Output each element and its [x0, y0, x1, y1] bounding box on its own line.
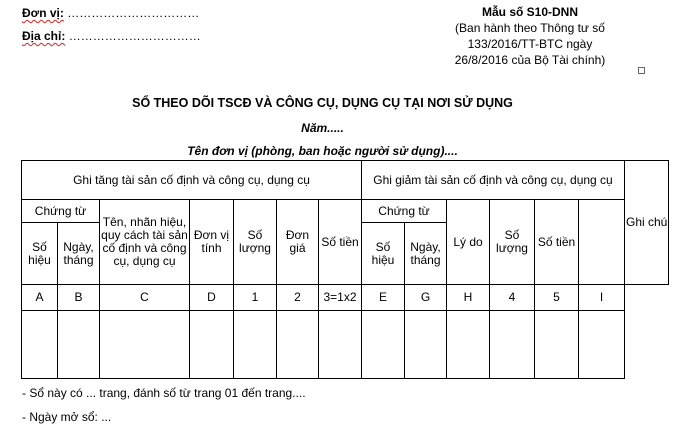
- unit-label: Đơn vị:: [22, 6, 64, 20]
- address-line: [22, 29, 201, 43]
- empty-cell[interactable]: [405, 311, 447, 379]
- form-code: Mẫu số S10-DNN: [481, 5, 579, 19]
- unit-value: ……………………………: [67, 6, 200, 20]
- empty-cell[interactable]: [277, 311, 319, 379]
- code-cell: I: [579, 285, 625, 311]
- code-cell: B: [58, 285, 100, 311]
- asset-tracking-table: [21, 160, 669, 379]
- header-quantity-increase: Số lượng: [234, 200, 277, 285]
- header-decrease-group: Ghi giảm tài sản cố định và công cụ, dụng cụ: [362, 161, 625, 200]
- header-voucher-date: Ngày, tháng: [405, 223, 447, 285]
- header-voucher-increase: Chứng từ: [22, 200, 100, 223]
- code-cell: 4: [490, 285, 535, 311]
- header-voucher-no: Số hiệu: [22, 223, 58, 285]
- address-value: ……………………………: [68, 29, 201, 43]
- year-line: Năm.....: [301, 121, 344, 135]
- form-issued-line: 26/8/2016 của Bộ Tài chính): [454, 53, 606, 67]
- code-cell: C: [100, 285, 190, 311]
- header-voucher-decrease: Chứng từ: [362, 200, 447, 223]
- table-row: [22, 311, 669, 379]
- empty-cell[interactable]: [535, 311, 579, 379]
- empty-cell[interactable]: [319, 311, 362, 379]
- code-cell: 5: [535, 285, 579, 311]
- header-asset-name: Tên, nhãn hiệu, quy cách tài sản cố định và công cụ, dụng cụ: [100, 200, 190, 285]
- empty-cell[interactable]: [234, 311, 277, 379]
- form-code-block: [430, 4, 630, 68]
- code-cell: D: [190, 285, 234, 311]
- empty-cell[interactable]: [58, 311, 100, 379]
- form-issued-line: (Ban hành theo Thông tư số: [455, 21, 605, 35]
- header-reason: Lý do: [447, 200, 490, 285]
- empty-cell[interactable]: [579, 311, 625, 379]
- code-cell: G: [405, 285, 447, 311]
- code-cell: 2: [277, 285, 319, 311]
- code-cell: H: [447, 285, 490, 311]
- unit-line: [22, 6, 199, 20]
- empty-cell[interactable]: [362, 311, 405, 379]
- anchor-marker-icon: [638, 67, 645, 74]
- code-cell: A: [22, 285, 58, 311]
- header-notes: Ghi chú: [625, 161, 669, 285]
- header-amount-decrease: Số tiền: [535, 200, 579, 285]
- empty-cell[interactable]: [190, 311, 234, 379]
- empty-cell[interactable]: [490, 311, 535, 379]
- empty-cell[interactable]: [447, 311, 490, 379]
- form-issued-line: 133/2016/TT-BTC ngày: [467, 37, 593, 51]
- open-date-note: - Ngày mở sổ: ...: [22, 410, 112, 424]
- header-quantity-decrease: Số lượng: [490, 200, 535, 285]
- unit-name-line: Tên đơn vị (phòng, ban hoặc người sử dụng)....: [187, 144, 458, 158]
- header-unit: Đơn vị tính: [190, 200, 234, 285]
- header-voucher-no: Số hiệu: [362, 223, 405, 285]
- header-amount-increase: Số tiền: [319, 200, 362, 285]
- code-cell: 1: [234, 285, 277, 311]
- code-row: [22, 285, 669, 311]
- code-cell: E: [362, 285, 405, 311]
- header-unit-price: Đơn giá: [277, 200, 319, 285]
- page-count-note: - Sổ này có ... trang, đánh số từ trang 01 đến trang....: [22, 386, 306, 400]
- code-cell: 3=1x2: [319, 285, 362, 311]
- header-increase-group: Ghi tăng tài sản cố định và công cụ, dụng cụ: [22, 161, 362, 200]
- document-title: SỔ THEO DÕI TSCĐ VÀ CÔNG CỤ, DỤNG CỤ TẠI NƠI SỬ DỤNG: [132, 96, 513, 110]
- empty-cell[interactable]: [22, 311, 58, 379]
- empty-cell[interactable]: [100, 311, 190, 379]
- header-voucher-date: Ngày, tháng: [58, 223, 100, 285]
- address-label: Địa chỉ:: [22, 29, 66, 43]
